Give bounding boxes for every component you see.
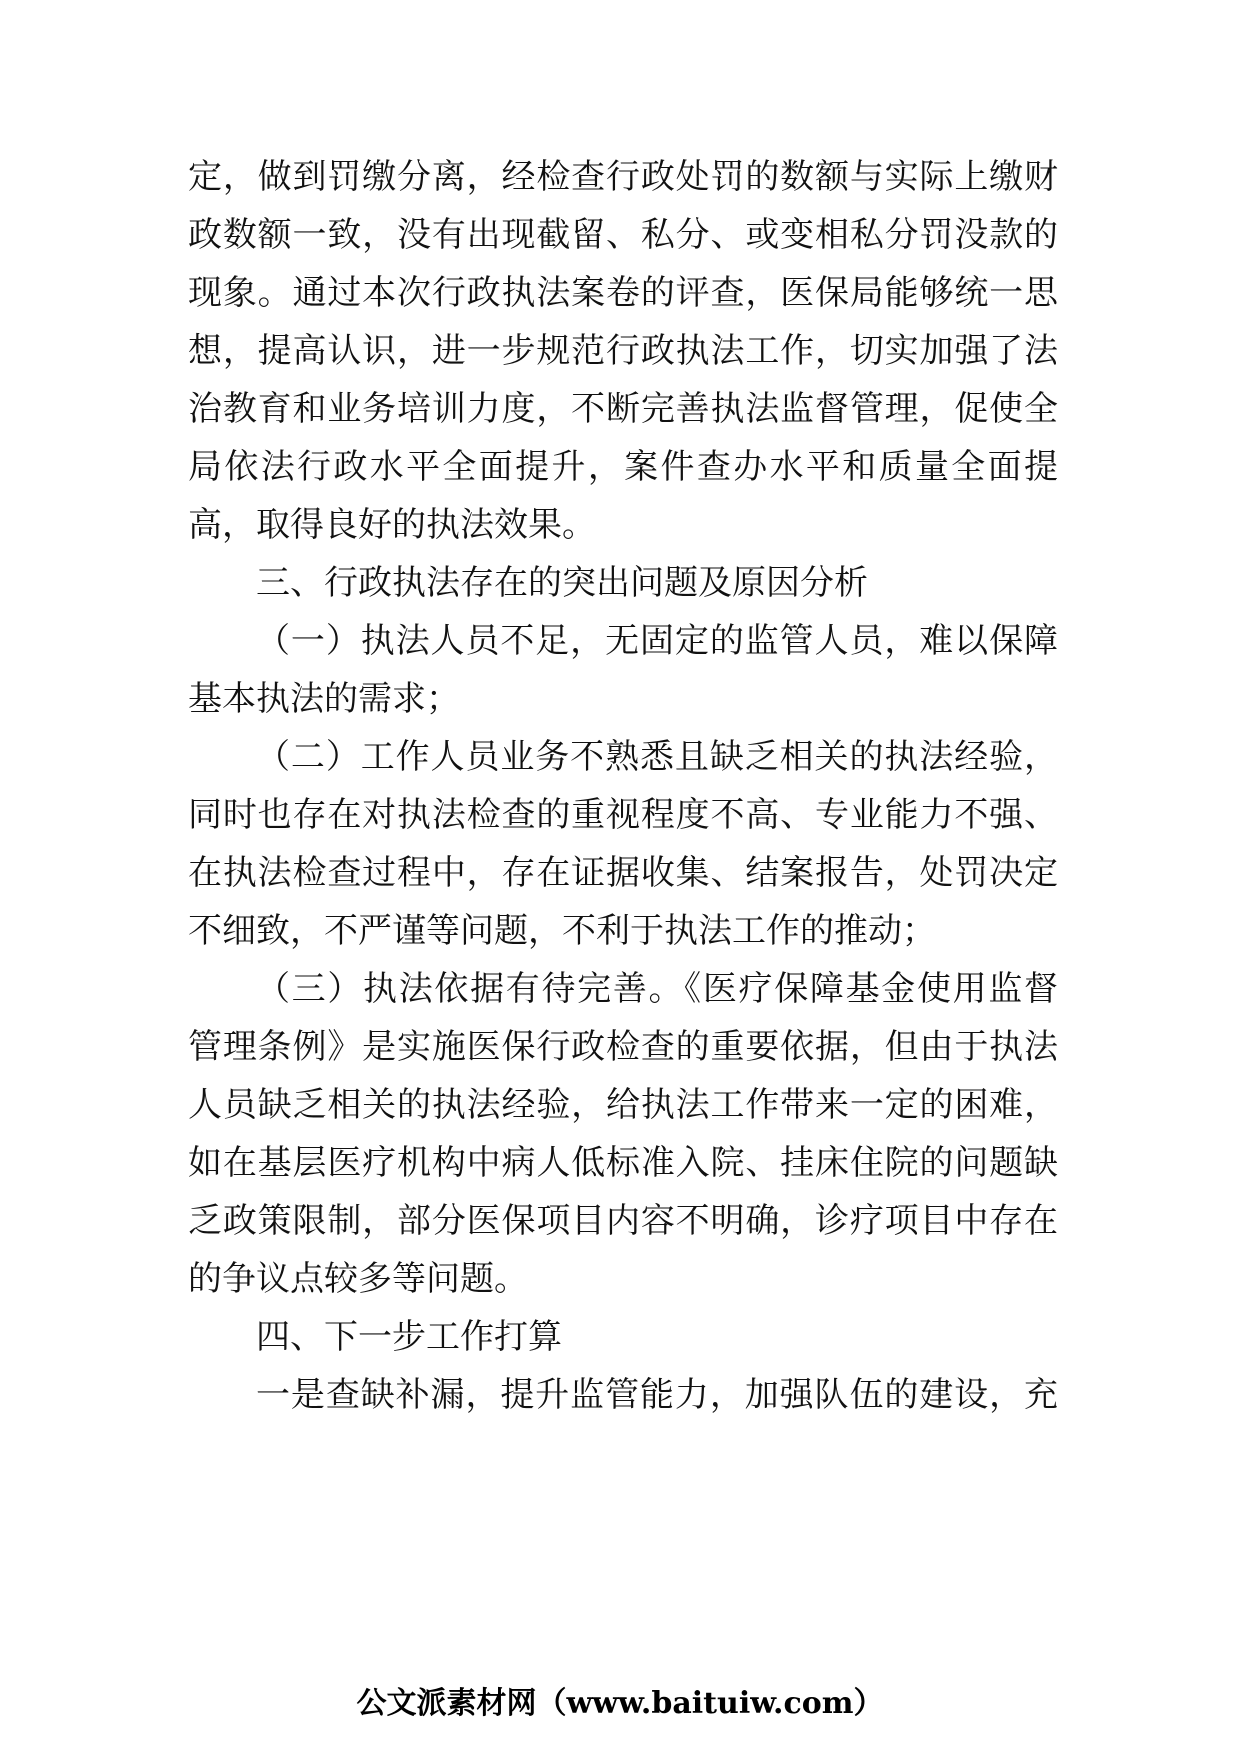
text-line: 政数额一致，没有出现截留、私分、或变相私分罚没款的: [188, 215, 1058, 255]
text-line: （二）工作人员业务不熟悉且缺乏相关的执法经验，: [256, 737, 1058, 777]
text-line: （一）执法人员不足，无固定的监管人员，难以保障: [256, 621, 1058, 661]
text-line: 现象。通过本次行政执法案卷的评查，医保局能够统一思: [188, 273, 1058, 313]
section-heading: 三、行政执法存在的突出问题及原因分析: [256, 563, 868, 603]
text-line: 想，提高认识，进一步规范行政执法工作，切实加强了法: [188, 331, 1058, 371]
text-line: 同时也存在对执法检查的重视程度不高、专业能力不强、: [188, 795, 1058, 835]
section-heading: 四、下一步工作打算: [256, 1317, 562, 1357]
text-line: 不细致，不严谨等问题，不利于执法工作的推动；: [188, 911, 936, 951]
text-line: 治教育和业务培训力度，不断完善执法监督管理，促使全: [188, 389, 1058, 429]
text-line: 在执法检查过程中，存在证据收集、结案报告，处罚决定: [188, 853, 1058, 893]
text-line: 管理条例》是实施医保行政检查的重要依据，但由于执法: [188, 1027, 1058, 1067]
text-line: 基本执法的需求；: [188, 679, 460, 719]
text-line: 局依法行政水平全面提升，案件查办水平和质量全面提: [188, 447, 1058, 487]
text-line: 的争议点较多等问题。: [188, 1259, 528, 1299]
text-line: 一是查缺补漏，提升监管能力，加强队伍的建设，充: [256, 1375, 1058, 1415]
text-line: （三）执法依据有待完善。《医疗保障基金使用监督: [256, 969, 1058, 1009]
text-line: 乏政策限制，部分医保项目内容不明确，诊疗项目中存在: [188, 1201, 1058, 1241]
text-line: 如在基层医疗机构中病人低标准入院、挂床住院的问题缺: [188, 1143, 1058, 1183]
text-line: 人员缺乏相关的执法经验，给执法工作带来一定的困难，: [188, 1085, 1058, 1125]
text-line: 定，做到罚缴分离，经检查行政处罚的数额与实际上缴财: [188, 157, 1058, 197]
page-footer-watermark: 公文派素材网（www.baituiw.com）: [356, 1686, 884, 1721]
text-line: 高，取得良好的执法效果。: [188, 505, 596, 545]
